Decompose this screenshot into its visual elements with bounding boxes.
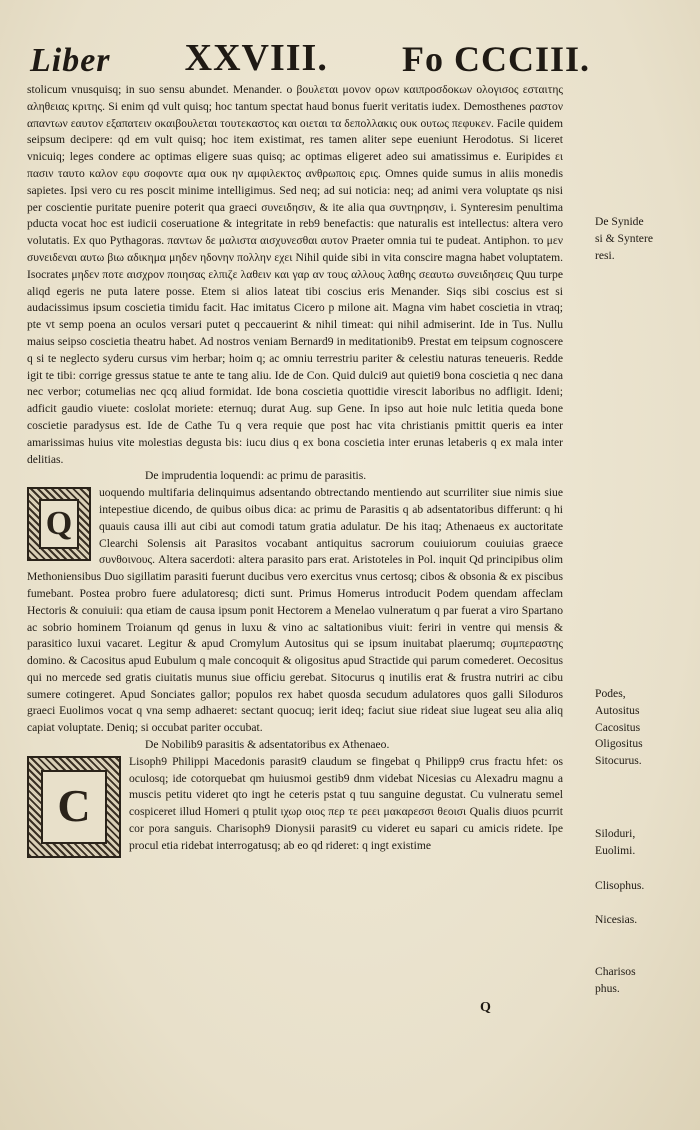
margin-note-clisophus: Clisophus. <box>595 879 645 892</box>
margin-note-charisophus: Charisos phus. <box>595 965 636 995</box>
running-header <box>30 30 590 80</box>
header-book-number: XXVIII. <box>184 37 328 79</box>
heading-noble-parasites: De Nobilib9 parasitis & adsentatoribus ex Athenaeo. <box>145 738 390 752</box>
heading-parasites: De imprudentia loquendi: ac primu de parasitis. <box>145 469 367 483</box>
header-book-label: Liber <box>30 42 111 79</box>
paragraph-noble-parasites <box>27 754 563 855</box>
paragraph-conscience: stolicum vnusquisq; in suo sensu abundet. Menander. ο βουλεται μονον ορων καιπροσδοκων ολογισος εσταιτης αληθειας κριτης. Si enim qd vult quisq; hoc tantum spectat haud bonus fuerit veritatis iudex. Demosthenes ραστον απαντων εαυτον εξαπατειν οκαιβουλεται τουτεκαστος και οιεται τα δεπολλακις ουκ ουτως πεφυκεν. Facile quidem seipsum decipere: qd em vult quisq; hoc item existimat, res tamen aliter sepe eueniunt Herodotus. Si liceret vnicuiq; leges condere ac optimas eligere suas quisq; ac optimas eligeret adeo sui amatissimus e. Euripides ει πασιν ταυτο καλον εφυ σοφοντε αμα ουκ ην αμφιλεκτος ανθρωποις ερις. Omnes quide sumus in aliis monedis sapietes. Ipsi vero cu res poscit minime intelligimus. Sed neq; ad sui noticia: neq; ad animi vera voluptate qs nisi per coscientie puritate puenire poterit qua graeci συνειδησιν, & ite alia qua συντηρησιν, i. Synteresim penultima pducta vocat hoc est iudicii coseruatione & integritate in reb9 benefactis: que naturalis est intellectus: altera vero volutatis. Ex quo Pythagoras. παντων δε μαλιστα αισχυνεσθαι αυτον Praeter omnia tui te pudeat. Antiphon. το μεν συνειδεναι αυτω βιω αδικημα μηδεν ηδονην πολλην εχει Nihil quide sibi in vita conscire magna habet voluptatem. Isocrates μηδεν ποτε αισχρον ποιησας ελπιζε λαθειν και γαρ αν τους αλλους λαθης σεαυτω συνειδησεις Quu turpe aliqd egeris ne puta latere posse. Etem si alios lateat tibi coscius eris Menander. Siqs sibi coscius est si audacissimus ipsum coscietia timidu facit. Hac imitatus Cicero p milone ait. Magna vim habet coscietia in vtraq; pte vt semp poena an oculos versari putet q peccauerint & nihil timeat: qui nihil admiserint. Ide in Tus. Nullu maius seipso coscietia theatru habet. Ad nostros veniam Bernard9 in meditationib9. Prestat em teipsum cognoscere q si te neglecto syderu cursus vim herbar; hoim q; ac omniu terrestriu pariter & celestiu naturas teneueris. Redde igit te tibi: corrige gressus statue te ante te tang aliu. Ide de Con. Quid dulci9 aut quieti9 bona coscietia q nec dana nec verbor; cotumelias nec qcq aliud formidat. Ide bona coscietia quottidie virescit laboribus no adfligit. Ideni; adficit gaudio viuete: coslolat moriete: eternuq; durat Aug. sup Gene. In ipso aut hoie nulc letitia queda bone coscietie paradysus est. Ide de Cathe Tu q vera requie que post hac vita christianis pmittit queris ea inter amarissimas huius vite molestias degusta bis: iucu dius q ex bona coscietia inter erunas letaberis q ex mala inter delitias. <box>27 83 563 466</box>
paragraph-noble-parasites-text: Lisoph9 Philippi Macedonis parasit9 claudum se fingebat q Philipp9 crus fractu hfet: os oculosq; ide cotorquebat qm huiusmoi gestib9 dnm videbat Nicesias cu Alexadru magnu a muscis petitu videret qto ingt he ceteris pstat q tuu sanguine degustat. Cu vulneratu semel cospiceret illud Homeri q ptulit ιχωρ οιος περ τε ρεει μακαρεσσι θεοισι Qualis diuos pcurrit cor pora sanguis. Charisoph9 Dionysii parasit9 cu videret eu sapari cu amicis ridete. Ipe procul etia ridebat interrogatusq; ab eo qd rideret: q ingt existime <box>129 754 563 852</box>
margin-note-nicesias: Nicesias. <box>595 913 638 926</box>
header-folio-number: Fo CCCIII. <box>401 39 590 79</box>
margin-note-parasite-types: Podes, Autositus Cacositus Oligositus Sitocurus. <box>595 687 643 768</box>
decorated-initial-q: Q <box>27 487 91 561</box>
catchword: Q <box>480 1000 491 1015</box>
paragraph-parasites <box>27 485 563 737</box>
decorated-initial-c: C <box>27 756 121 858</box>
margin-note-siloduri: Siloduri, Euolimi. <box>595 827 636 857</box>
margin-note-synteresis: De Synide si & Syntere resi. <box>595 215 653 262</box>
paragraph-parasites-text: uoquendo multifaria delinquimus adsentando obtrectando mentiendo aut scurriliter siue nimis siue intepestiue dicendo, de quibus oibus dica: ac primu de Parasitis q ab adsentatoribus differunt: q hi quauis causa illi aut cibi aut comodi tatum gratia adulatur. De his itaq; Athenaeus ex auctoritate Clearchi Solensis ait Parasitos vocabant antiquitus sacrorum couiuiorum couiuias graece συνθοινους. Altera sacerdoti: altera parasito pars erat. Aristoteles in Pol. inquit Qd principibus olim Methoniensibus Duo sigillatim parasiti fuerunt ducibus vero exercitus vnus certosq; cibos & obsonia & ex piscibus fumebant. Postea probro fuere adulatoresq; dicti sunt. Primus Homerus introducit Podem quendam affeclam Hectoris & conuiuii: qua etiam de causa ipsum ponit Hectorem a Menelao vulneratum q par fuerat a viro Spartano ac sobrio hominem Troianum qd genus in luxu & vino ac saltationibus viuit: feriri in ventre qui mensis & parasitico luxui vacaret. Legitur & apud Cromylum Autositus qui se ipsum inuitabat plaerumq; συμπεραστης domino. & Cacositus apud Eubulum q male concoquit & oligositus apud Stractide qui parum comederet. Oecositus qui no mercede sed gratis ciuitatis munus siue officiu gerebat. Sitocurus q inutilis erat & frustra nutriri ac cibu sumere cotingeret. Apud Sonciates gallor; populos rex habet quosda secudum adulatores quos galli Siloduros graeci Euolimos vocat q vna semp adhaeret: sectant quocuq; ierit ideq; faciut siue rideat siue lugeat seu alia aliq capiat voluptate. Deniq; si occubat pariter occubat. <box>27 486 563 735</box>
main-text-column <box>27 82 563 860</box>
